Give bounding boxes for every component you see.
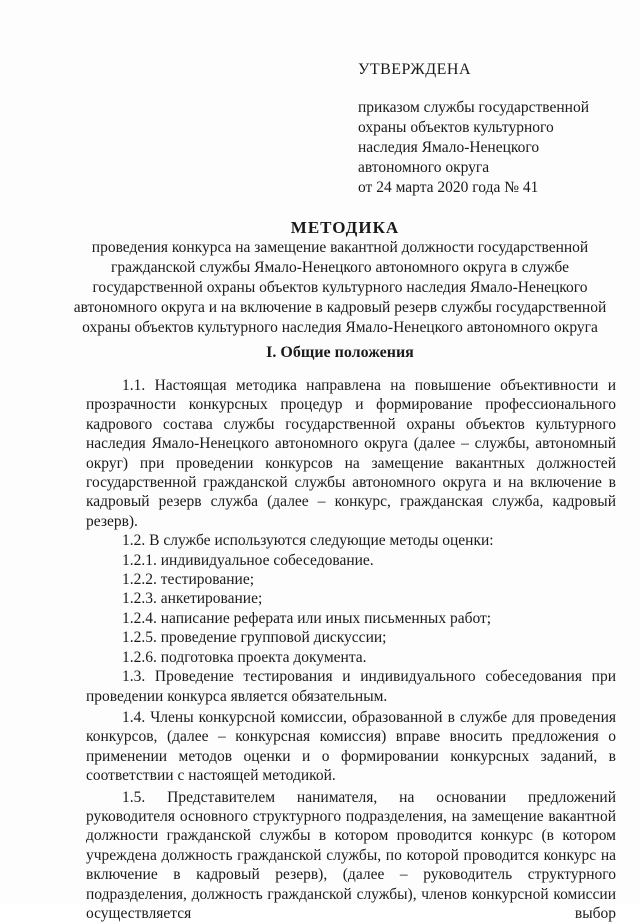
approval-order-date: от 24 марта 2020 года № 41 [358, 179, 539, 196]
document-title: МЕТОДИКА [290, 218, 400, 237]
approval-block [358, 60, 628, 198]
approval-stamp: УТВЕРЖДЕНА [358, 61, 472, 78]
section-heading: I. Общие положения [266, 344, 414, 361]
paragraph-1-5: 1.5. Представителем нанимателя, на основании предложений руководителя основного структурного подразделения, на замещение вакантной должности гражданской службы в котором проводится конкурс (в котором учреждена должность гражданской службы, по которой проводится конкурс на включение в кадровый резерв), (далее – руководитель структурного подразделения, должность гражданской службы), членов конкурсной комиссии осуществляется выбор [86, 788, 616, 922]
method-item: 1.2.3. анкетирование; [122, 590, 263, 608]
method-item: 1.2.2. тестирование; [122, 571, 255, 589]
paragraph-1-4: 1.4. Члены конкурсной комиссии, образованной в службе для проведения конкурсов, (далее – конкурсная комиссия) вправе вносить предложения о применении методов оценки и о формировании конкурсных заданий, в соответствии с настоящей методикой. [86, 708, 616, 785]
document-title-block [60, 218, 620, 338]
approval-line: автономного округа [358, 159, 490, 176]
document-subtitle-line: автономного округа и на включение в кадровый резерв службы государственной [73, 299, 607, 316]
document-subtitle-line: проведения конкурса на замещение вакантной должности государственной [91, 239, 589, 256]
approval-line: приказом службы государственной [358, 99, 589, 116]
document-subtitle-line: гражданской службы Ямало-Ненецкого автономного округа в службе [111, 259, 569, 276]
paragraph-1-2: 1.2. В службе используются следующие методы оценки: [122, 532, 494, 550]
method-item: 1.2.5. проведение групповой дискуссии; [122, 629, 387, 647]
approval-line: наследия Ямало-Ненецкого [358, 139, 540, 156]
document-body [86, 376, 616, 923]
document-subtitle-line: охраны объектов культурного наследия Ямало-Ненецкого автономного округа [82, 319, 598, 336]
paragraph-1-3: 1.3. Проведение тестирования и индивидуального собеседования при проведении конкурса является обязательным. [86, 668, 616, 705]
method-item: 1.2.1. индивидуальное собеседование. [122, 551, 374, 569]
document-subtitle-line: государственной охраны объектов культурного наследия Ямало-Ненецкого [92, 279, 588, 296]
approval-line: охраны объектов культурного [358, 119, 554, 136]
paragraph-1-1: 1.1. Настоящая методика направлена на повышение объективности и прозрачности конкурсных процедур и формирование профессионального кадрового состава службы государственной охраны объектов культурного наследия Ямало-Ненецкого автономного округа (далее – службы, автономный округ) при проведении конкурсов на замещение вакантных должностей государственной гражданской службы автономного округа и на включение в кадровый резерв служба (далее – конкурс, гражданская служба, кадровый резерв). [86, 377, 616, 530]
method-item: 1.2.4. написание реферата или иных письменных работ; [122, 609, 492, 627]
method-item: 1.2.6. подготовка проекта документа. [122, 648, 367, 666]
